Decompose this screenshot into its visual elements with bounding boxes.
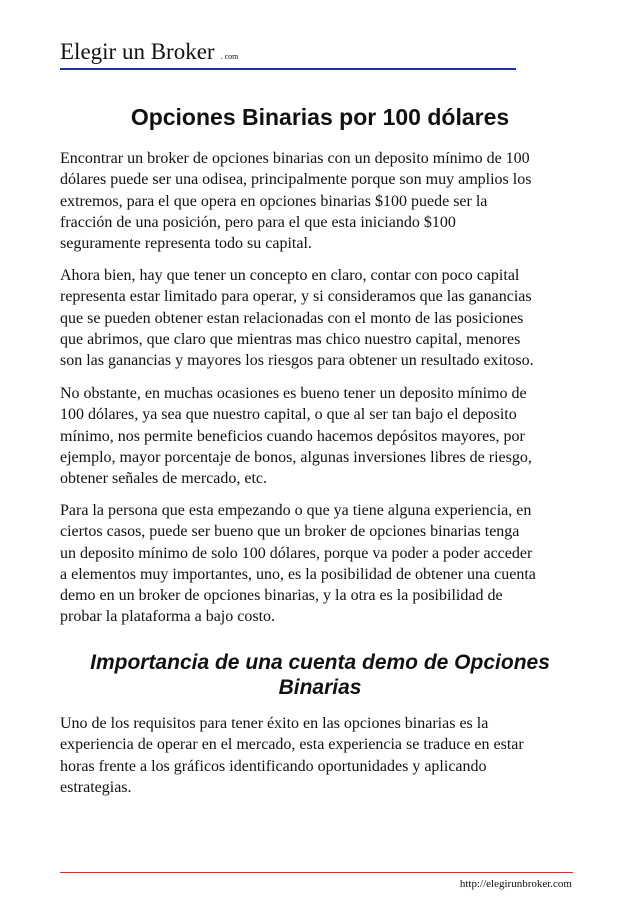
brand-name: Elegir un Broker [60,39,215,64]
article-paragraph: No obstante, en muchas ocasiones es bueno tener un deposito mínimo de 100 dólares, ya sea que nuestro capital, o que al ser tan bajo el deposito mínimo, nos permite beneficios cuando hacemos depósitos mayores, por ejemplo, mayor porcentaje de bonos, algunas inversiones libres de riesgo, obtener señales de mercado, etc. [60,385,532,488]
article-paragraph: Encontrar un broker de opciones binarias con un deposito mínimo de 100 dólares puede ser una odisea, principalmente porque son muy amplios los extremos, para el que opera en opciones binarias $100 puede ser la fracción de una posición, pero para el que esta iniciando $100 seguramente representa todo su capital. [60,150,532,253]
section-paragraph: Uno de los requisitos para tener éxito en las opciones binarias es la experiencia de operar en el mercado, esta experiencia se traduce en estar horas frente a los gráficos identificando oportunidades y aplicando estrategias. [60,715,524,796]
brand-suffix: . com [220,52,239,61]
article-paragraph: Ahora bien, hay que tener un concepto en claro, contar con poco capital representa estar limitado para operar, y si consideramos que las ganancias que se pueden obtener estan relacionadas con el monto de las posiciones que abrimos, que claro que mientras mas chico nuestro capital, menores son las ganancias y mayores los riesgos para obtener un resultado exitoso. [60,267,534,370]
article-paragraph: Para la persona que esta empezando o que ya tiene alguna experiencia, en ciertos casos, puede ser bueno que un broker de opciones binarias tenga un deposito mínimo de solo 100 dólares, porque va poder a poder acceder a elementos muy importantes, uno, es la posibilidad de obtener una cuenta demo en un broker de opciones binarias, y la otra es la posibilidad de probar la plataforma a bajo costo. [60,502,536,626]
footer-divider [60,872,573,873]
article-title: Opciones Binarias por 100 dólares [130,104,510,130]
page-header [60,38,516,70]
footer-url[interactable]: http://elegirunbroker.com [459,878,572,890]
section-subtitle: Importancia de una cuenta demo de Opciones Binarias [90,651,550,699]
site-brand [60,38,238,71]
